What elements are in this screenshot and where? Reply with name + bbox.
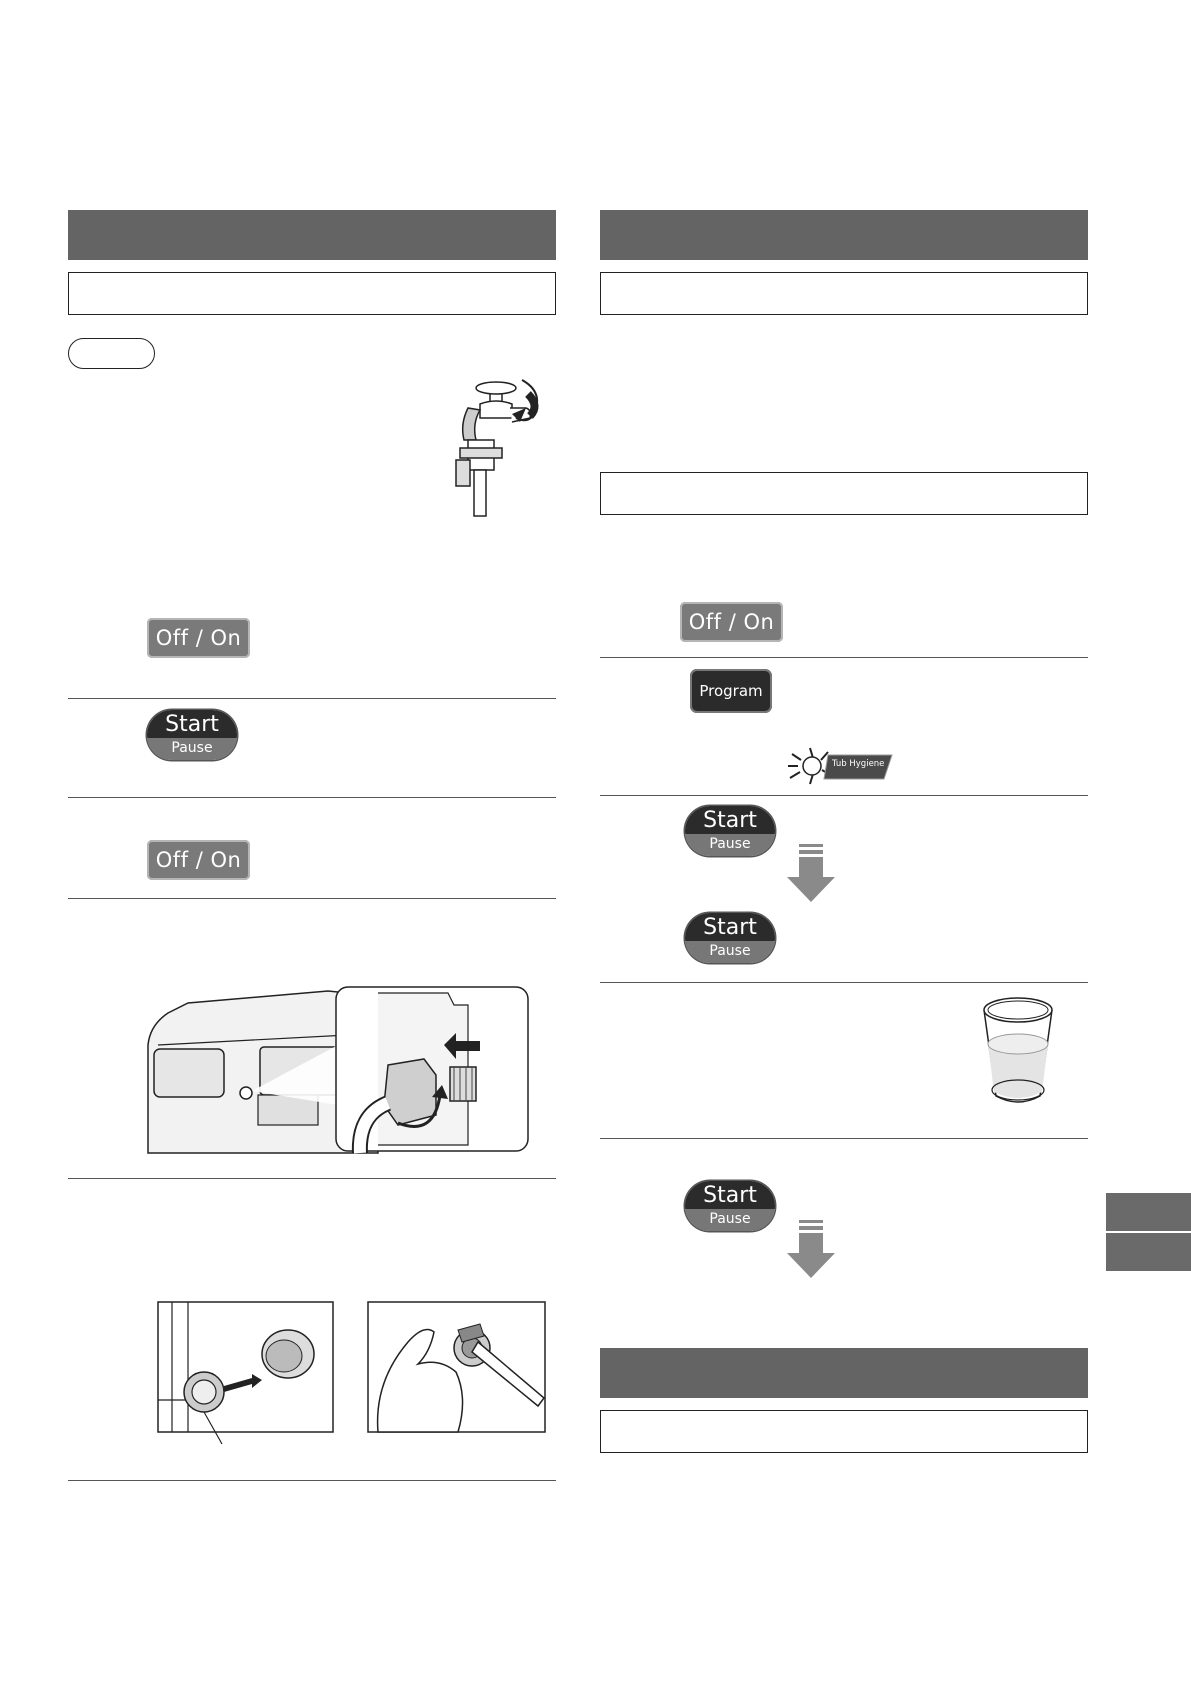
start-label: Start: [685, 806, 775, 834]
right-section-header-bar-2: [600, 1348, 1088, 1398]
left-subsection-box: [68, 272, 556, 315]
right-subsection-box-3: [600, 1410, 1088, 1453]
filter-removal-illustration: [158, 1302, 334, 1444]
start-pause-button[interactable]: [685, 913, 775, 963]
down-arrow-icon: [787, 844, 835, 902]
right-subsection-box: [600, 272, 1088, 315]
start-pause-button[interactable]: [147, 710, 237, 760]
program-label: Program: [699, 682, 763, 700]
filter-brush-cleaning-illustration: [368, 1302, 546, 1434]
step-divider: [68, 698, 556, 699]
start-label: Start: [685, 1181, 775, 1209]
right-subsection-box-2: [600, 472, 1088, 515]
tub-hygiene-label: Tub Hygiene: [832, 759, 885, 769]
step-divider: [600, 1138, 1088, 1139]
start-label: Start: [147, 710, 237, 738]
off-on-label: Off / On: [155, 848, 242, 872]
pause-label: Pause: [685, 834, 775, 856]
step-divider: [600, 657, 1088, 658]
glass-of-water-illustration: [980, 996, 1056, 1108]
pause-label: Pause: [685, 1209, 775, 1231]
start-pause-button[interactable]: [685, 1181, 775, 1231]
left-section-header-bar: [68, 210, 556, 260]
tub-hygiene-indicator: [788, 746, 892, 786]
down-arrow-icon: [787, 1220, 835, 1278]
water-tap-illustration: [440, 378, 550, 518]
side-tab-lower[interactable]: [1106, 1233, 1191, 1271]
note-label-pill: [68, 338, 155, 369]
right-section-header-bar: [600, 210, 1088, 260]
step-divider: [600, 795, 1088, 796]
start-pause-button[interactable]: [685, 806, 775, 856]
step-divider: [68, 1178, 556, 1179]
step-divider: [68, 1480, 556, 1481]
off-on-label: Off / On: [688, 610, 775, 634]
pause-label: Pause: [147, 738, 237, 760]
side-tab-upper[interactable]: [1106, 1193, 1191, 1231]
off-on-button[interactable]: [147, 840, 250, 880]
step-divider: [68, 898, 556, 899]
off-on-button[interactable]: [680, 602, 783, 642]
hose-disconnect-illustration: [148, 985, 530, 1153]
pause-label: Pause: [685, 941, 775, 963]
off-on-label: Off / On: [155, 626, 242, 650]
step-divider: [68, 797, 556, 798]
program-button[interactable]: [690, 669, 772, 713]
off-on-button[interactable]: [147, 618, 250, 658]
start-label: Start: [685, 913, 775, 941]
step-divider: [600, 982, 1088, 983]
